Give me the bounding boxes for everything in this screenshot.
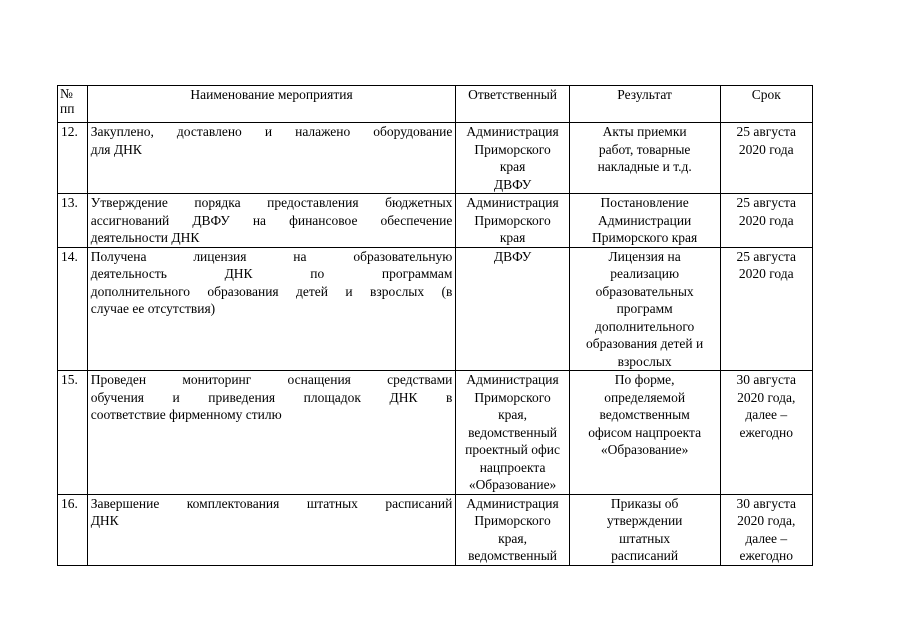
activity-name-line: Проведен мониторинг оснащения средствами — [90, 372, 453, 387]
row-number: 13. — [58, 194, 88, 248]
table-header-row — [58, 86, 813, 123]
row-number: 14. — [58, 247, 88, 371]
responsible-line: края, — [498, 407, 528, 422]
activity-name-line: Получена лицензия на образовательную — [90, 248, 453, 264]
header-name: Наименование мероприятия — [87, 86, 456, 123]
result-line: утверждении — [606, 513, 683, 528]
responsible-line: ведомственный — [468, 424, 558, 440]
row-term — [720, 123, 812, 194]
row-term — [720, 247, 812, 371]
table-row — [58, 194, 813, 248]
result-line: Постановление — [600, 195, 689, 210]
row-activity-name — [87, 247, 456, 371]
term-line: 30 августа — [736, 495, 797, 511]
row-activity-name — [87, 123, 456, 194]
term-line: далее – — [745, 530, 788, 546]
activity-name-line: дополнительного образования детей и взрослых (в — [90, 283, 453, 299]
header-number-line: пп — [60, 101, 75, 116]
responsible-line: края — [499, 159, 526, 174]
row-result — [569, 194, 720, 248]
result-line: накладные и т.д. — [597, 159, 692, 174]
result-line: Администрации — [597, 212, 692, 228]
row-responsible — [456, 123, 569, 194]
responsible-line: Администрация — [466, 495, 559, 511]
header-number-line: № — [60, 86, 73, 101]
term-line: ежегодно — [739, 548, 794, 563]
responsible-line: Приморского — [474, 141, 551, 157]
result-line: дополнительного — [594, 318, 695, 334]
term-line: 2020 года — [738, 266, 794, 281]
result-line: работ, товарные — [598, 141, 691, 157]
row-responsible — [456, 194, 569, 248]
row-activity-name — [87, 371, 456, 495]
responsible-line: Администрация — [466, 195, 559, 210]
header-number — [58, 86, 88, 123]
result-line: Приморского края — [592, 230, 698, 245]
row-activity-name — [87, 194, 456, 248]
header-term: Срок — [720, 86, 812, 123]
responsible-line: ведомственный — [468, 548, 558, 563]
term-line: 25 августа — [736, 195, 797, 210]
header-responsible: Ответственный — [456, 86, 569, 123]
row-result — [569, 123, 720, 194]
responsible-line: «Образование» — [468, 477, 557, 492]
responsible-line: проектный офис — [465, 442, 560, 457]
result-line: расписаний — [611, 548, 679, 563]
table-row — [58, 123, 813, 194]
result-line: образовательных — [595, 283, 694, 299]
row-responsible — [456, 247, 569, 371]
row-result — [569, 247, 720, 371]
row-term — [720, 194, 812, 248]
term-line: далее – — [745, 407, 788, 422]
row-result — [569, 371, 720, 495]
table-row — [58, 494, 813, 565]
term-line: 2020 года, — [737, 513, 796, 528]
term-line: 25 августа — [736, 124, 797, 139]
result-line: Лицензия на — [608, 248, 681, 264]
row-responsible — [456, 494, 569, 565]
result-line: реализацию — [610, 266, 680, 281]
row-activity-name — [87, 494, 456, 565]
term-line: 25 августа — [736, 248, 797, 264]
activity-name-line: ДНК — [90, 513, 119, 528]
result-line: программ — [616, 301, 673, 316]
result-line: офисом нацпроекта — [588, 424, 702, 440]
responsible-line: края, — [498, 530, 528, 546]
activity-name-line: Утверждение порядка предоставления бюджетных — [90, 195, 453, 210]
term-line: 2020 года — [738, 212, 794, 228]
responsible-line: Приморского — [474, 513, 551, 528]
activity-name-line: для ДНК — [90, 141, 142, 157]
row-term — [720, 371, 812, 495]
row-number: 15. — [58, 371, 88, 495]
term-line: 2020 года — [738, 141, 794, 157]
result-line: По форме, — [614, 372, 675, 387]
term-line: 30 августа — [736, 372, 797, 387]
row-number: 12. — [58, 123, 88, 194]
result-line: ведомственным — [599, 407, 690, 422]
term-line: 2020 года, — [737, 389, 796, 405]
responsible-line: Администрация — [466, 372, 559, 387]
result-line: Акты приемки — [602, 124, 687, 139]
responsible-line: Приморского — [474, 212, 551, 228]
activity-name-line: деятельности ДНК — [90, 230, 200, 245]
responsible-line: края — [499, 230, 526, 245]
activity-name-line: деятельность ДНК по программам — [90, 266, 453, 281]
activity-name-line: случае ее отсутствия) — [90, 301, 216, 316]
responsible-line: ДВФУ — [493, 248, 532, 264]
result-line: штатных — [619, 530, 671, 546]
activity-name-line: Закуплено, доставлено и налажено оборудование — [90, 124, 453, 139]
responsible-line: Администрация — [466, 124, 559, 139]
row-number: 16. — [58, 494, 88, 565]
responsible-line: нацпроекта — [479, 459, 546, 475]
header-result: Результат — [569, 86, 720, 123]
result-line: взрослых — [617, 353, 672, 369]
row-term — [720, 494, 812, 565]
result-line: определяемой — [604, 389, 686, 405]
result-line: Приказы об — [610, 495, 679, 511]
activity-name-line: обучения и приведения площадок ДНК в — [90, 389, 453, 405]
activity-name-line: ассигнований ДВФУ на финансовое обеспечение — [90, 212, 453, 228]
result-line: образования детей и — [586, 336, 704, 351]
table-row — [58, 371, 813, 495]
row-responsible — [456, 371, 569, 495]
table-row — [58, 247, 813, 371]
responsible-line: Приморского — [474, 389, 551, 405]
activity-name-line: соответствие фирменному стилю — [90, 407, 282, 422]
responsible-line: ДВФУ — [493, 176, 532, 192]
result-line: «Образование» — [600, 442, 689, 457]
term-line: ежегодно — [739, 424, 794, 440]
activities-table — [57, 85, 813, 566]
activity-name-line: Завершение комплектования штатных расписаний — [90, 495, 453, 511]
row-result — [569, 494, 720, 565]
